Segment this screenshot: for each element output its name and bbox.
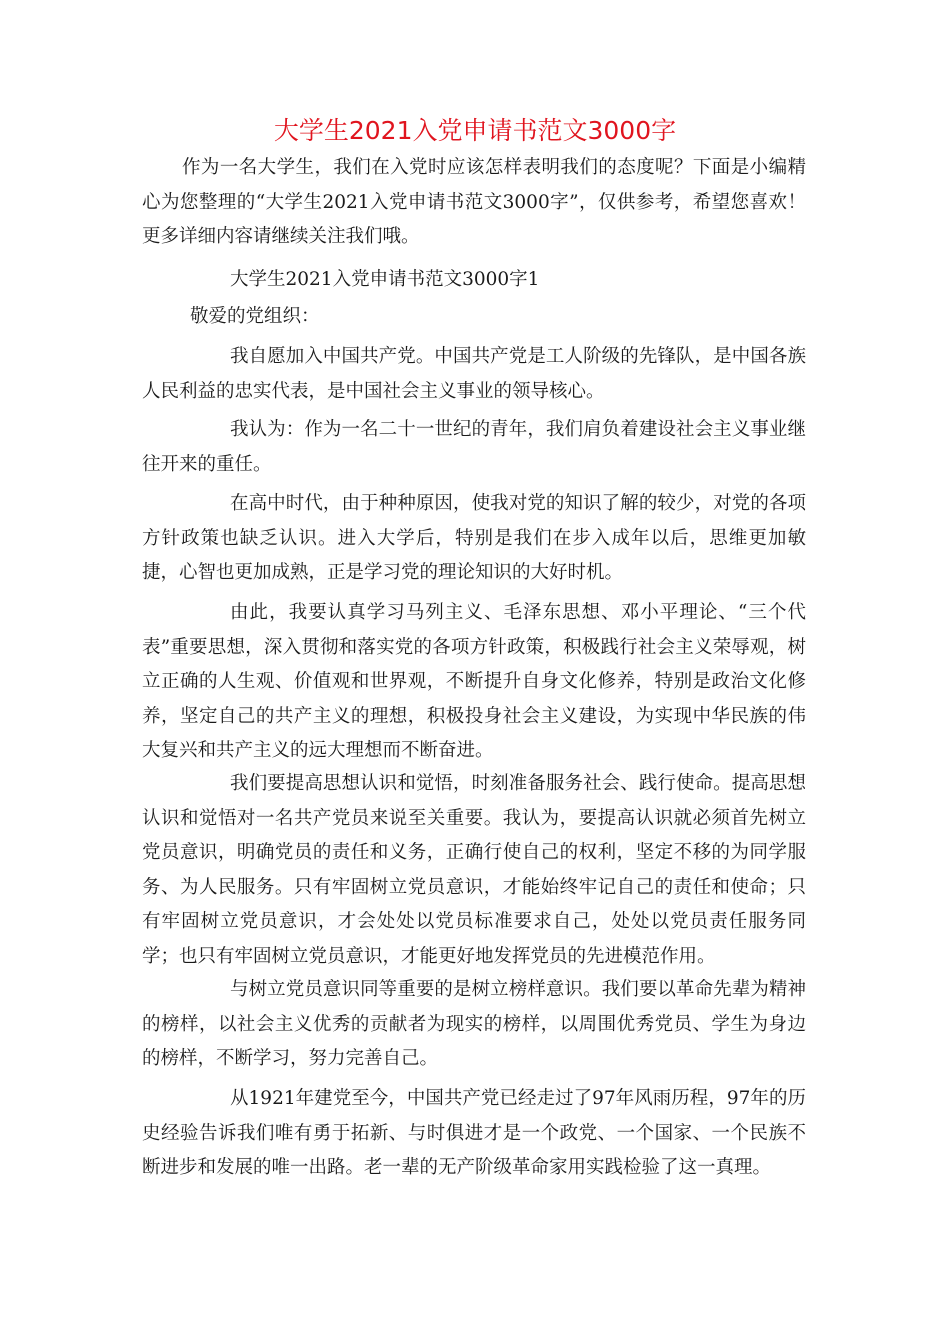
body-paragraph: 与树立党员意识同等重要的是树立榜样意识。我们要以革命先辈为精神的榜样，以社会主义优秀的贡献者为现实的榜样，以周围优秀党员、学生为身边的榜样，不断学习，努力完善自己。 [142, 979, 806, 1069]
body-paragraph: 在高中时代，由于种种原因，使我对党的知识了解的较少，对党的各项方针政策也缺乏认识。进入大学后，特别是我们在步入成年以后，思维更加敏捷，心智也更加成熟，正是学习党的理论知识的大好时机。 [142, 493, 806, 583]
body-paragraph: 我自愿加入中国共产党。中国共产党是工人阶级的先锋队，是中国各族人民利益的忠实代表，是中国社会主义事业的领导核心。 [142, 346, 806, 402]
body-paragraph: 我们要提高思想认识和觉悟，时刻准备服务社会、践行使命。提高思想认识和觉悟对一名共产党员来说至关重要。我认为，要提高认识就必须首先树立党员意识，明确党员的责任和义务，正确行使自己的权利，坚定不移的为同学服务、为人民服务。只有牢固树立党员意识，才能始终牢记自己的责任和使命；只有牢固树立党员意识，才会处处以党员标准要求自己，处处以党员责任服务同学；也只有牢固树立党员意识，才能更好地发挥党员的先进模范作用。 [142, 773, 806, 967]
body-paragraph: 从1921年建党至今，中国共产党已经走过了97年风雨历程，97年的历史经验告诉我们唯有勇于拓新、与时俱进才是一个政党、一个国家、一个民族不断进步和发展的唯一出路。老一辈的无产阶级革命家用实践检验了这一真理。 [142, 1088, 806, 1178]
body-paragraph: 由此，我要认真学习马列主义、毛泽东思想、邓小平理论、“三个代表”重要思想，深入贯彻和落实党的各项方针政策，积极践行社会主义荣辱观，树立正确的人生观、价值观和世界观，不断提升自身文化修养，特别是政治文化修养，坚定自己的共产主义的理想，积极投身社会主义建设，为实现中华民族的伟大复兴和共产主义的远大理想而不断奋进。 [142, 602, 806, 761]
intro-paragraph: 作为一名大学生，我们在入党时应该怎样表明我们的态度呢？下面是小编精心为您整理的“大学生2021入党申请书范文3000字”，仅供参考，希望您喜欢！更多详细内容请继续关注我们哦。 [142, 157, 806, 247]
document-title: 大学生2021入党申请书范文3000字 [273, 116, 677, 145]
salutation: 敬爱的党组织： [190, 306, 320, 327]
section-subtitle: 大学生2021入党申请书范文3000字1 [230, 269, 540, 290]
body-paragraph: 我认为：作为一名二十一世纪的青年，我们肩负着建设社会主义事业继往开来的重任。 [142, 419, 806, 475]
